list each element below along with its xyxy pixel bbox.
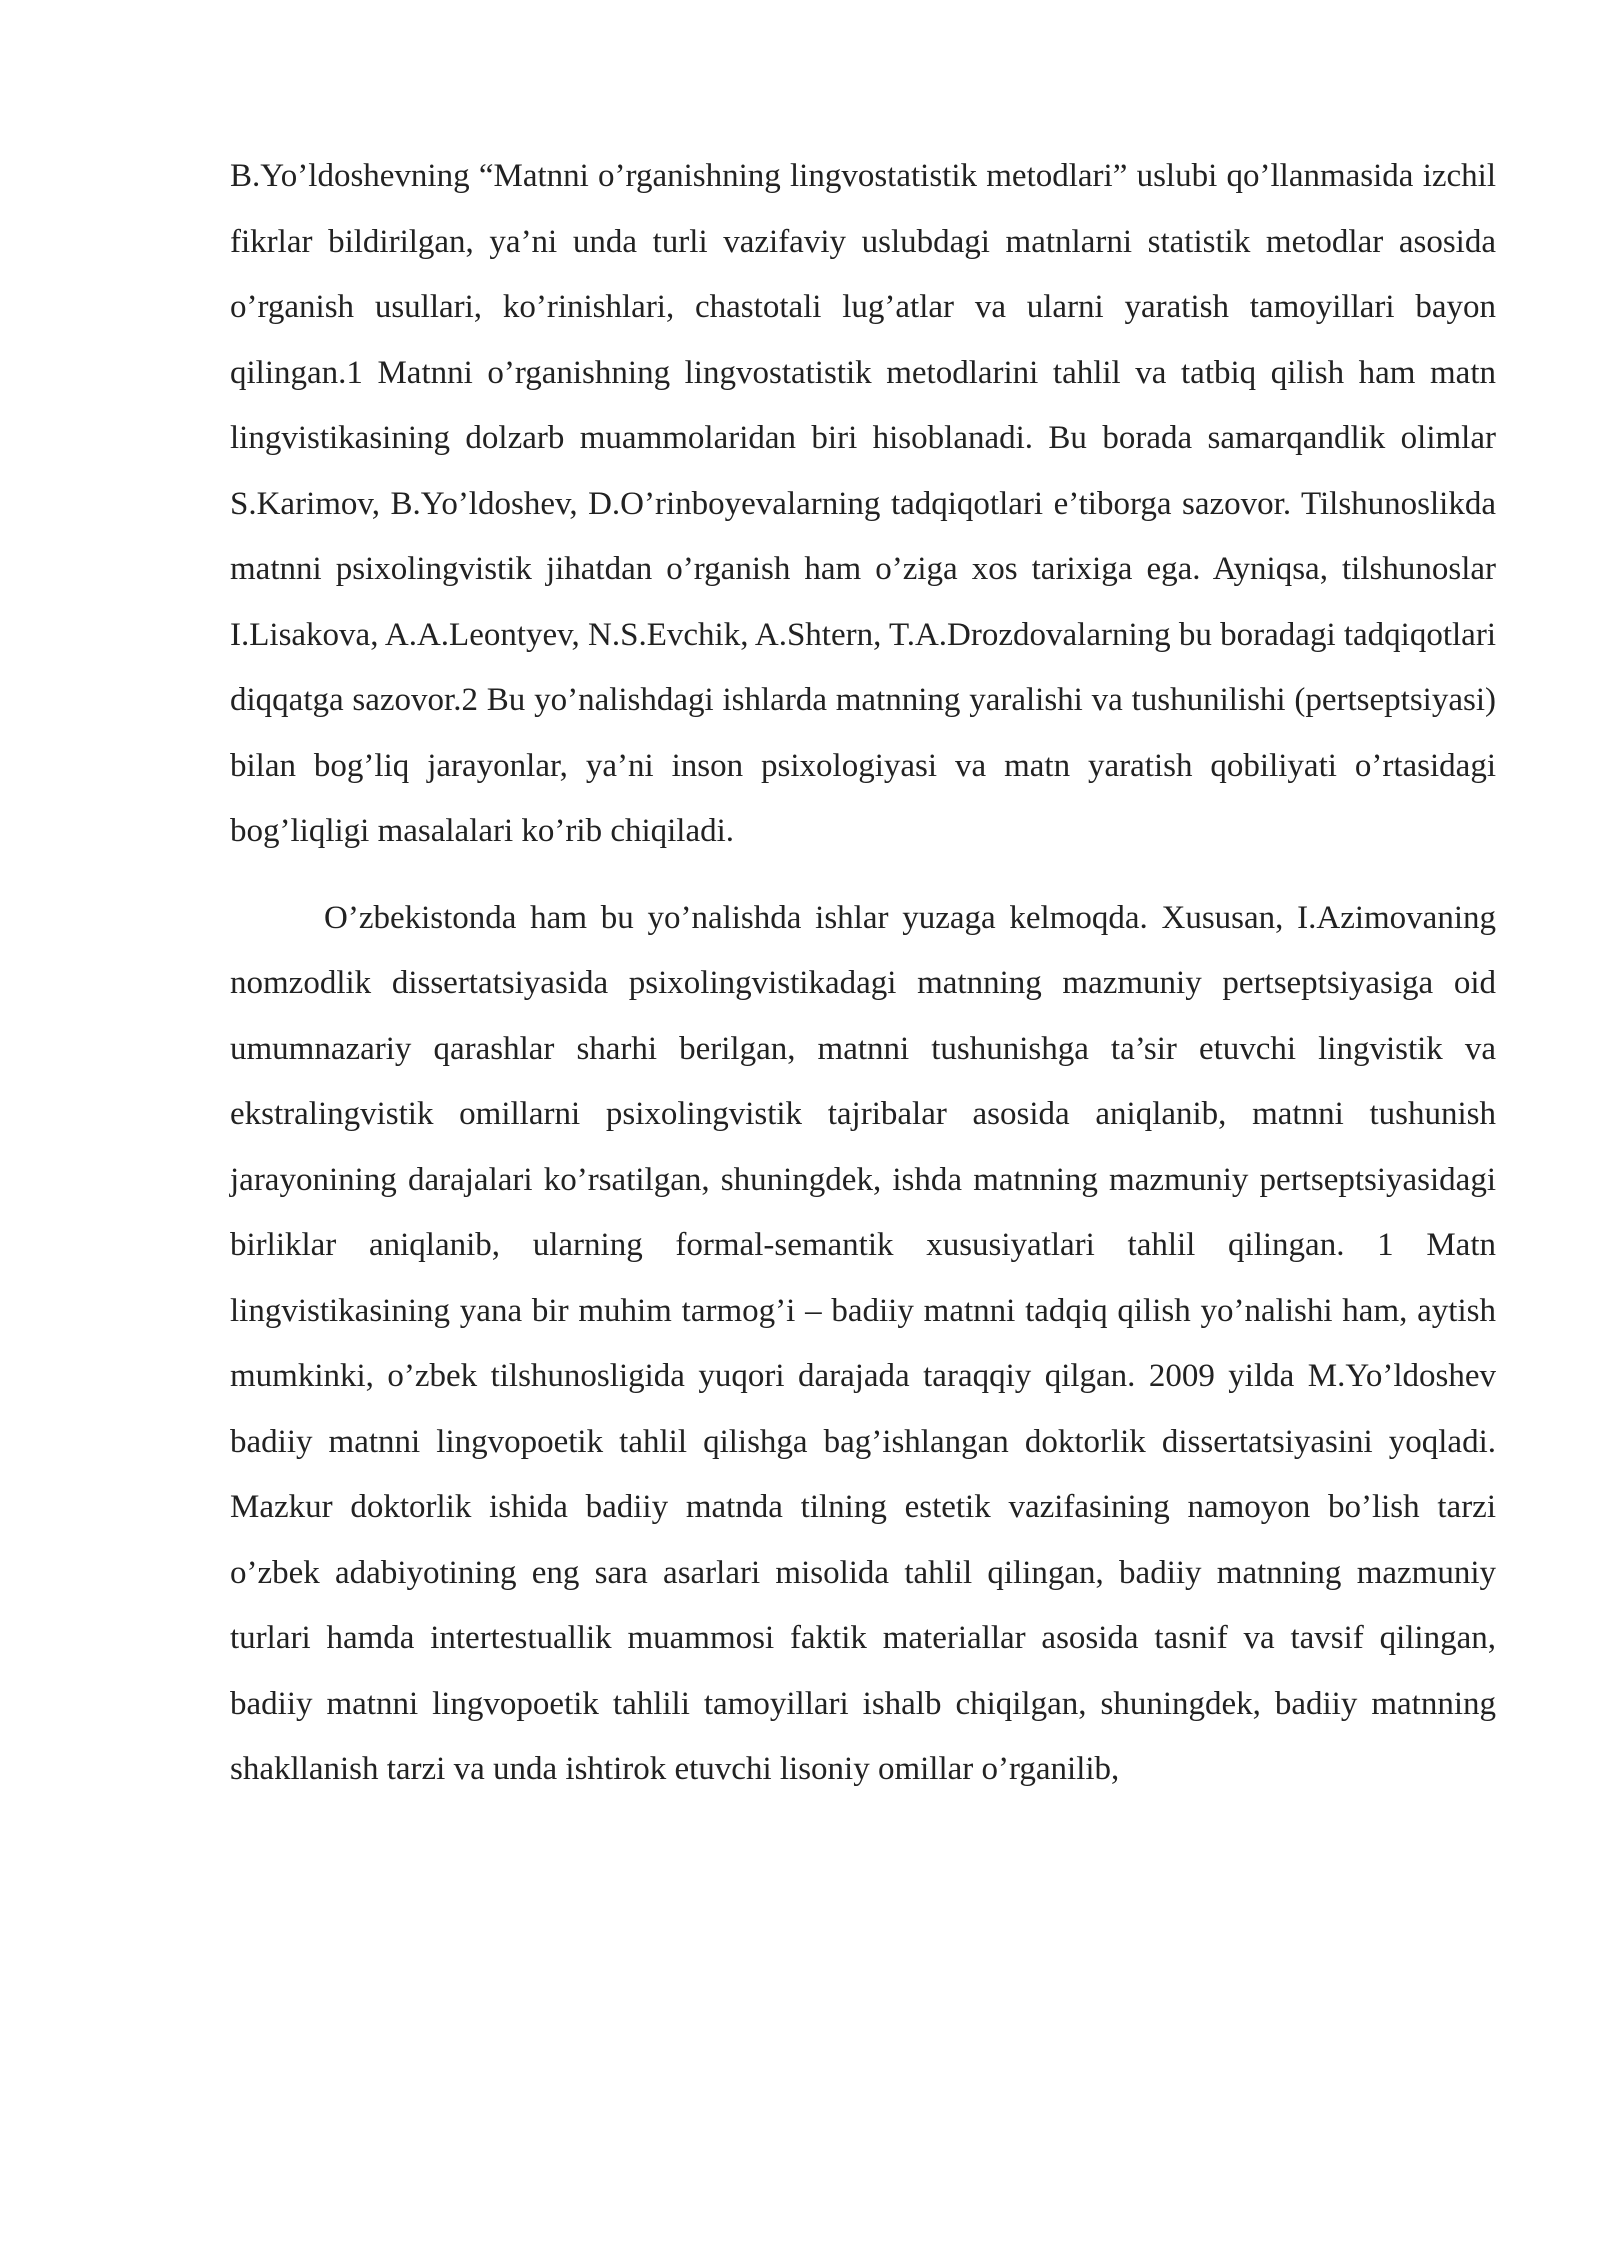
paragraph-2: O’zbekistonda ham bu yo’nalishda ishlar yuzaga kelmoqda. Xususan, I.Azimovaning nomzodlik dissertatsiyasida psixolingvistikadagi matnning mazmuniy pertseptsiyasiga oid umumnazariy qarashlar sharhi berilgan, matnni tushunishga ta’sir etuvchi lingvistik va ekstralingvistik omillarni psixolingvistik tajribalar asosida aniqlanib, matnni tushunish jarayonining darajalari ko’rsatilgan, shuningdek, ishda matnning mazmuniy pertseptsiyasidagi birliklar aniqlanib, ularning formal-semantik xususiyatlari tahlil qilingan. 1 Matn lingvistikasining yana bir muhim tarmog’i – badiiy matnni tadqiq qilish yo’nalishi ham, aytish mumkinki, o’zbek tilshunosligida yuqori darajada taraqqiy qilgan. 2009 yilda M.Yo’ldoshev badiiy matnni lingvopoetik tahlil qilishga bag’ishlangan doktorlik dissertatsiyasini yoqladi. Mazkur doktorlik ishida badiiy matnda tilning estetik vazifasining namoyon bo’lish tarzi o’zbek adabiyotining eng sara asarlari misolida tahlil qilingan, badiiy matnning mazmuniy turlari hamda intertestuallik muammosi faktik materiallar asosida tasnif va tavsif qilingan, badiiy matnni lingvopoetik tahlili tamoyillari ishalb chiqilgan, shuningdek, badiiy matnning shakllanish tarzi va unda ishtirok etuvchi lisoniy omillar o’rganilib, (230, 899, 1496, 1787)
paragraph-1: B.Yo’ldoshevning “Matnni o’rganishning lingvostatistik metodlari” uslubi qo’llanmasida izchil fikrlar bildirilgan, ya’ni unda turli vazifaviy uslubdagi matnlarni statistik metodlar asosida o’rganish usullari, ko’rinishlari, chastotali lug’atlar va ularni yaratish tamoyillari bayon qilingan.1 Matnni o’rganishning lingvostatistik metodlarini tahlil va tatbiq qilish ham matn lingvistikasining dolzarb muammolaridan biri hisoblanadi. Bu borada samarqandlik olimlar S.Karimov, B.Yo’ldoshev, D.O’rinboyevalarning tadqiqotlari e’tiborga sazovor. Tilshunoslikda matnni psixolingvistik jihatdan o’rganish ham o’ziga xos tarixiga ega. Ayniqsa, tilshunoslar I.Lisakova, A.A.Leontyev, N.S.Evchik, A.Shtern, T.A.Drozdovalarning bu boradagi tadqiqotlari diqqatga sazovor.2 Bu yo’nalishdagi ishlarda matnning yaralishi va tushunilishi (pertseptsiyasi) bilan bog’liq jarayonlar, ya’ni inson psixologiyasi va matn yaratish qobiliyati o’rtasidagi bog’liqligi masalalari ko’rib chiqiladi. (230, 158, 1496, 849)
body-text (230, 144, 1496, 1803)
